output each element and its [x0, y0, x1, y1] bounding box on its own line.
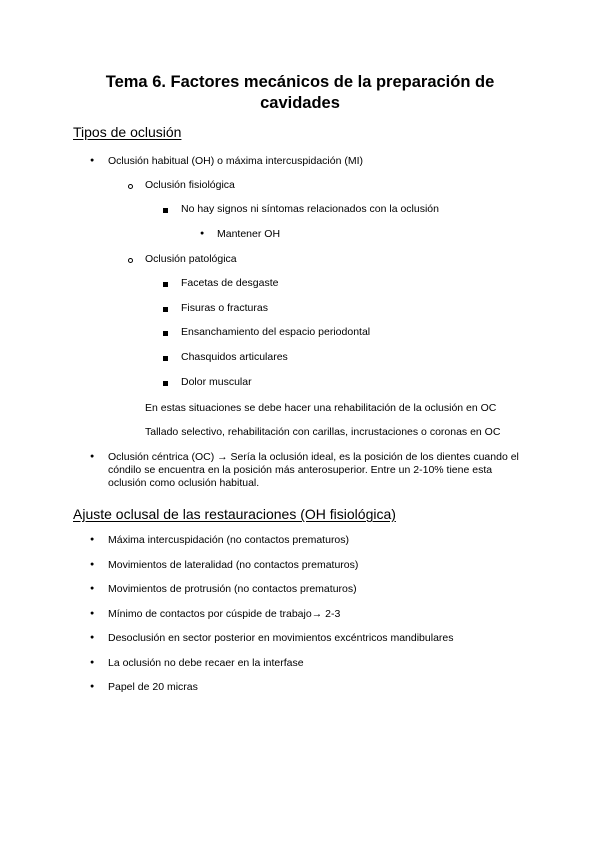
bullet-dot-icon: ●	[90, 659, 95, 666]
bullet-square-icon	[163, 307, 168, 312]
bullet-square-icon	[163, 381, 168, 386]
list-item: No hay signos ni síntomas relacionados con la oclusión	[181, 203, 439, 215]
list-item: Ensanchamiento del espacio periodontal	[181, 326, 371, 338]
list-item: Fisuras o fracturas	[181, 302, 268, 314]
list-item: Máxima intercuspidación (no contactos prematuros)	[108, 534, 350, 546]
list-item: La oclusión no debe recaer en la interfase	[108, 657, 304, 669]
bullet-square-icon	[163, 282, 168, 287]
list-item: Oclusión patológica	[145, 253, 237, 265]
list-item: Oclusión céntrica (OC) → Sería la oclusión ideal, es la posición de los dientes cuando el cóndilo se encuentra en la posición más anterosuperior. Entre un 2-10% tiene esta oclusión como oclusión habitual.	[108, 451, 519, 489]
note-text: Tallado selectivo, rehabilitación con carillas, incrustaciones o coronas en OC	[145, 426, 501, 438]
bullet-square-icon	[163, 356, 168, 361]
bullet-dot-icon: ●	[90, 157, 95, 164]
list-item: Chasquidos articulares	[181, 351, 288, 363]
list-item: Movimientos de protrusión (no contactos prematuros)	[108, 583, 357, 595]
list-item: Movimientos de lateralidad (no contactos prematuros)	[108, 559, 359, 571]
bullet-dot-icon: ●	[90, 453, 95, 460]
bullet-circle-icon	[128, 258, 133, 263]
bullet-dot-icon: ●	[90, 585, 95, 592]
section-heading-ajuste: Ajuste oclusal de las restauraciones (OH fisiológica)	[73, 506, 396, 522]
bullet-circle-icon	[128, 184, 133, 189]
bullet-dot-icon: ●	[90, 683, 95, 690]
page-title: Tema 6. Factores mecánicos de la preparación de cavidades	[105, 73, 495, 112]
list-item: Oclusión fisiológica	[145, 179, 235, 191]
bullet-dot-icon: ●	[90, 561, 95, 568]
bullet-square-icon	[163, 208, 168, 213]
note-text: En estas situaciones se debe hacer una rehabilitación de la oclusión en OC	[145, 402, 497, 414]
bullet-square-icon	[163, 331, 168, 336]
list-item: Papel de 20 micras	[108, 681, 198, 693]
list-item: Oclusión habitual (OH) o máxima intercuspidación (MI)	[108, 155, 364, 167]
list-item: Mínimo de contactos por cúspide de trabajo→ 2-3	[108, 608, 341, 620]
bullet-dot-icon: ●	[200, 230, 205, 237]
list-item: Mantener OH	[217, 228, 281, 240]
bullet-dot-icon: ●	[90, 610, 95, 617]
bullet-dot-icon: ●	[90, 536, 95, 543]
section-heading-tipos: Tipos de oclusión	[73, 124, 182, 140]
list-item: Desoclusión en sector posterior en movimientos excéntricos mandibulares	[108, 632, 454, 644]
list-item: Dolor muscular	[181, 376, 252, 388]
bullet-dot-icon: ●	[90, 634, 95, 641]
list-item: Facetas de desgaste	[181, 277, 279, 289]
